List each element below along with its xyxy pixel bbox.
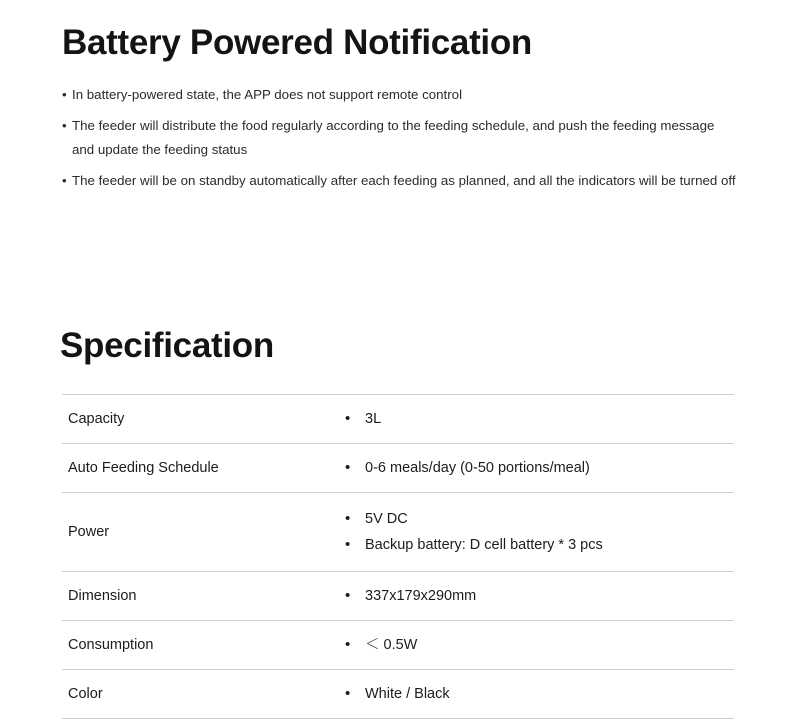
bullet-icon: •: [345, 536, 351, 553]
bullet-icon: •: [345, 410, 351, 427]
spec-value: [345, 670, 734, 719]
specification-section: [0, 325, 796, 719]
spec-label: Color: [68, 686, 103, 702]
spec-value-text: ＜ 0.5W: [365, 637, 418, 653]
spec-label: Dimension: [68, 588, 137, 604]
spec-label: Auto Feeding Schedule: [68, 460, 219, 476]
spec-value: [345, 395, 734, 444]
bullet-icon: •: [345, 685, 351, 702]
spec-value-text: 0-6 meals/day (0-50 portions/meal): [365, 460, 590, 476]
list-item: [0, 169, 796, 193]
bullet-icon: •: [62, 173, 67, 188]
list-item: [345, 456, 734, 480]
bullet-icon: •: [62, 87, 67, 102]
spec-value-text: 3L: [365, 411, 382, 427]
spec-value: [345, 444, 734, 493]
spec-value-list: [345, 633, 734, 657]
list-item: [345, 633, 734, 657]
table-row: [62, 670, 734, 719]
bullet-icon: •: [345, 510, 351, 527]
spec-value-list: [345, 507, 734, 557]
spec-value: [345, 621, 734, 670]
list-item: [345, 533, 734, 557]
specification-title: Specification: [60, 326, 274, 365]
list-item: [345, 507, 734, 531]
spec-value-text: 5V DC: [365, 511, 408, 527]
spec-value-list: [345, 584, 734, 608]
spec-value-text: Backup battery: D cell battery * 3 pcs: [365, 537, 603, 553]
spec-value-text: 337x179x290mm: [365, 588, 477, 604]
spec-value-list: [345, 407, 734, 431]
spec-value-text: White / Black: [365, 686, 450, 702]
specification-table: [62, 394, 734, 719]
table-row: [62, 493, 734, 572]
battery-notification-list: [0, 64, 796, 193]
list-item: [345, 682, 734, 706]
spec-label: Capacity: [68, 411, 125, 427]
bullet-icon: •: [345, 587, 351, 604]
spec-value-list: [345, 682, 734, 706]
spec-value: [345, 493, 734, 572]
bullet-icon: •: [62, 118, 67, 133]
table-row: [62, 572, 734, 621]
list-item: [0, 114, 796, 162]
battery-notification-section: [0, 0, 796, 200]
list-item-text: In battery-powered state, the APP does not support remote control: [72, 87, 463, 102]
table-row: [62, 395, 734, 444]
spec-value: [345, 572, 734, 621]
list-item: [345, 584, 734, 608]
bullet-icon: •: [345, 459, 351, 476]
bullet-icon: •: [345, 636, 351, 653]
spec-value-list: [345, 456, 734, 480]
battery-notification-title: Battery Powered Notification: [62, 23, 533, 62]
spec-label: Power: [68, 524, 110, 540]
list-item-text: The feeder will be on standby automatically after each feeding as planned, and all the indicators will be turned off: [72, 173, 736, 188]
list-item: [345, 407, 734, 431]
list-item: [0, 83, 796, 107]
table-row: [62, 621, 734, 670]
spec-label: Consumption: [68, 637, 154, 653]
table-row: [62, 444, 734, 493]
list-item-text: The feeder will distribute the food regularly according to the feeding schedule, and push the feeding message and update the feeding status: [72, 118, 715, 157]
